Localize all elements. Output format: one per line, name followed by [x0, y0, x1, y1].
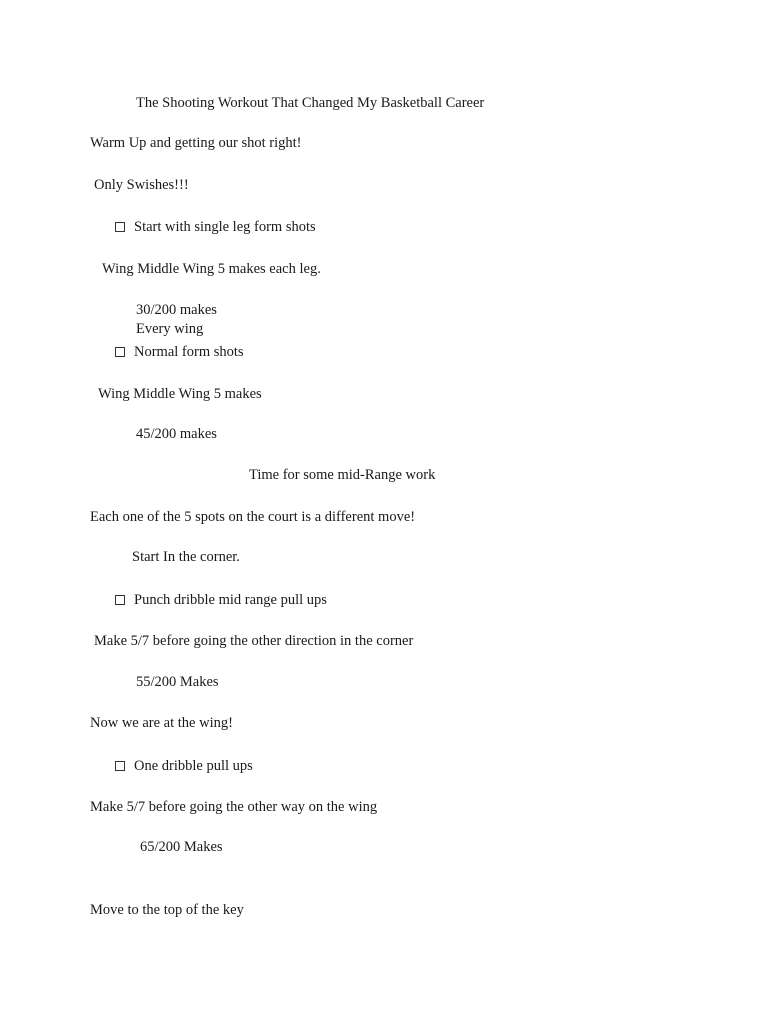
checkbox-icon[interactable]	[115, 347, 125, 357]
mid-range-heading: Time for some mid-Range work	[249, 467, 436, 483]
checkbox-icon[interactable]	[115, 222, 125, 232]
start-corner-text: Start In the corner.	[132, 549, 240, 565]
only-swishes-text: Only Swishes!!!	[94, 177, 189, 193]
at-wing-text: Now we are at the wing!	[90, 715, 233, 731]
make-count-55: 55/200 Makes	[136, 674, 219, 690]
every-wing-text: Every wing	[136, 321, 204, 337]
checklist-item-label: One dribble pull ups	[134, 758, 253, 774]
top-of-key-text: Move to the top of the key	[90, 902, 244, 918]
wing-middle-5-text: Wing Middle Wing 5 makes	[98, 386, 262, 402]
checkbox-icon[interactable]	[115, 761, 125, 771]
checkbox-icon[interactable]	[115, 595, 125, 605]
checklist-item-one-dribble	[115, 757, 253, 775]
make-count-65: 65/200 Makes	[140, 839, 223, 855]
warmup-heading: Warm Up and getting our shot right!	[90, 135, 302, 151]
checklist-item-single-leg	[115, 218, 316, 236]
checklist-item-label: Start with single leg form shots	[134, 219, 316, 235]
checklist-item-normal-form	[115, 343, 244, 361]
wing-make-text: Make 5/7 before going the other way on the wing	[90, 799, 378, 815]
document-title: The Shooting Workout That Changed My Basketball Career	[136, 95, 485, 111]
checklist-item-punch-dribble	[115, 591, 327, 609]
wing-middle-each-leg-text: Wing Middle Wing 5 makes each leg.	[102, 261, 321, 277]
five-spots-text: Each one of the 5 spots on the court is a different move!	[90, 509, 416, 525]
make-count-45: 45/200 makes	[136, 426, 217, 442]
corner-make-text: Make 5/7 before going the other direction in the corner	[94, 633, 414, 649]
make-count-30: 30/200 makes	[136, 302, 217, 318]
checklist-item-label: Punch dribble mid range pull ups	[134, 592, 327, 608]
checklist-item-label: Normal form shots	[134, 344, 244, 360]
